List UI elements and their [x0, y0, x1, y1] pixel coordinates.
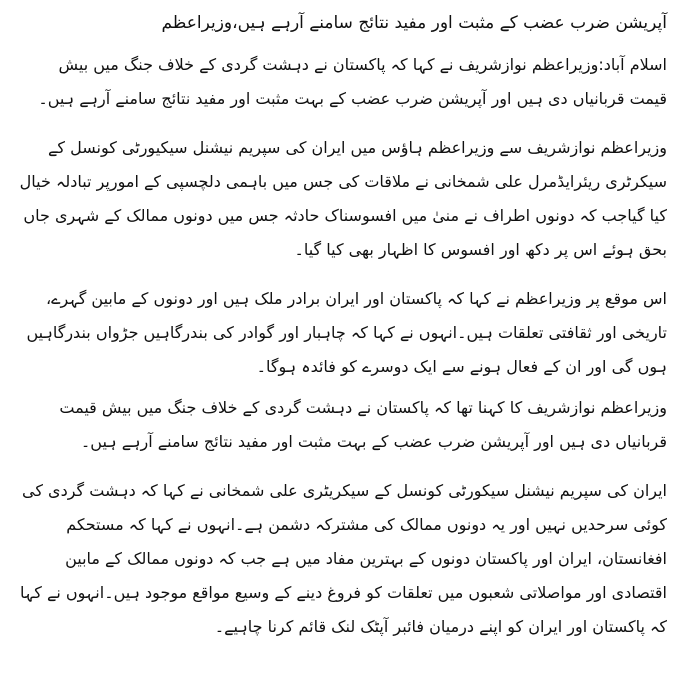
article-paragraph-2: وزیراعظم نوازشریف سے وزیراعظم ہاؤس میں ایران کی سپریم نیشنل سیکیورٹی کونسل کے سیکرٹری ریئرایڈمرل علی شمخانی نے ملاقات کی جس میں باہمی دلچسپی کے امورپر تبادلہ خیال کیا گیاجب کہ دونوں اطراف نے منیٰ میں افسوسناک حادثہ جس میں دونوں ممالک کے شہری جاں بحق ہوئے اس پر دکھ اور افسوس کا اظہار بھی کیا گیا۔: [19, 138, 667, 259]
article-paragraph-1: اسلام آباد:وزیراعظم نوازشریف نے کہا کہ پاکستان نے دہشت گردی کے خلاف جنگ میں بیش قیمت قربانیاں دی ہیں اور آپریشن ضرب عضب کے بہت مثبت اور مفید نتائج سامنے آرہے ہیں۔: [38, 55, 667, 108]
article-paragraph-3: اس موقع پر وزیراعظم نے کہا کہ پاکستان اور ایران برادر ملک ہیں اور دونوں کے مابین گہرے، تاریخی اور ثقافتی تعلقات ہیں۔انہوں نے کہا کہ چاہبار اور گوادر کی بندرگاہیں جڑواں بندرگاہیں ہوں گی اور ان کے فعال ہونے سے ایک دوسرے کو فائدہ ہوگا۔: [26, 289, 667, 376]
article-headline: آپریشن ضرب عضب کے مثبت اور مفید نتائج سامنے آرہے ہیں،وزیراعظم: [161, 13, 667, 33]
article-paragraph-5: ایران کی سپریم نیشنل سیکورٹی کونسل کے سیکریٹری علی شمخانی نے کہا کہ دہشت گردی کی کوئی سرحدیں نہیں اور یہ دونوں ممالک کی مشترکہ دشمن ہے۔انہوں نے کہا کہ مستحکم افغانستان، ایران اور پاکستان دونوں کے بہترین مفاد میں ہے جب کہ دونوں ممالک کے مابین اقتصادی اور مواصلاتی شعبوں میں تعلقات کو فروغ دینے کے وسیع مواقع موجود ہیں۔انہوں نے کہا کہ پاکستان اور ایران کو اپنے درمیان فائبر آپٹک لنک قائم کرنا چاہیے۔: [20, 481, 667, 636]
article-paragraph-4: وزیراعظم نوازشریف کا کہنا تھا کہ پاکستان نے دہشت گردی کے خلاف جنگ میں بیش قیمت قربانیاں دی ہیں اور آپریشن ضرب عضب کے بہت مثبت اور مفید نتائج سامنے آرہے ہیں۔: [59, 398, 667, 451]
